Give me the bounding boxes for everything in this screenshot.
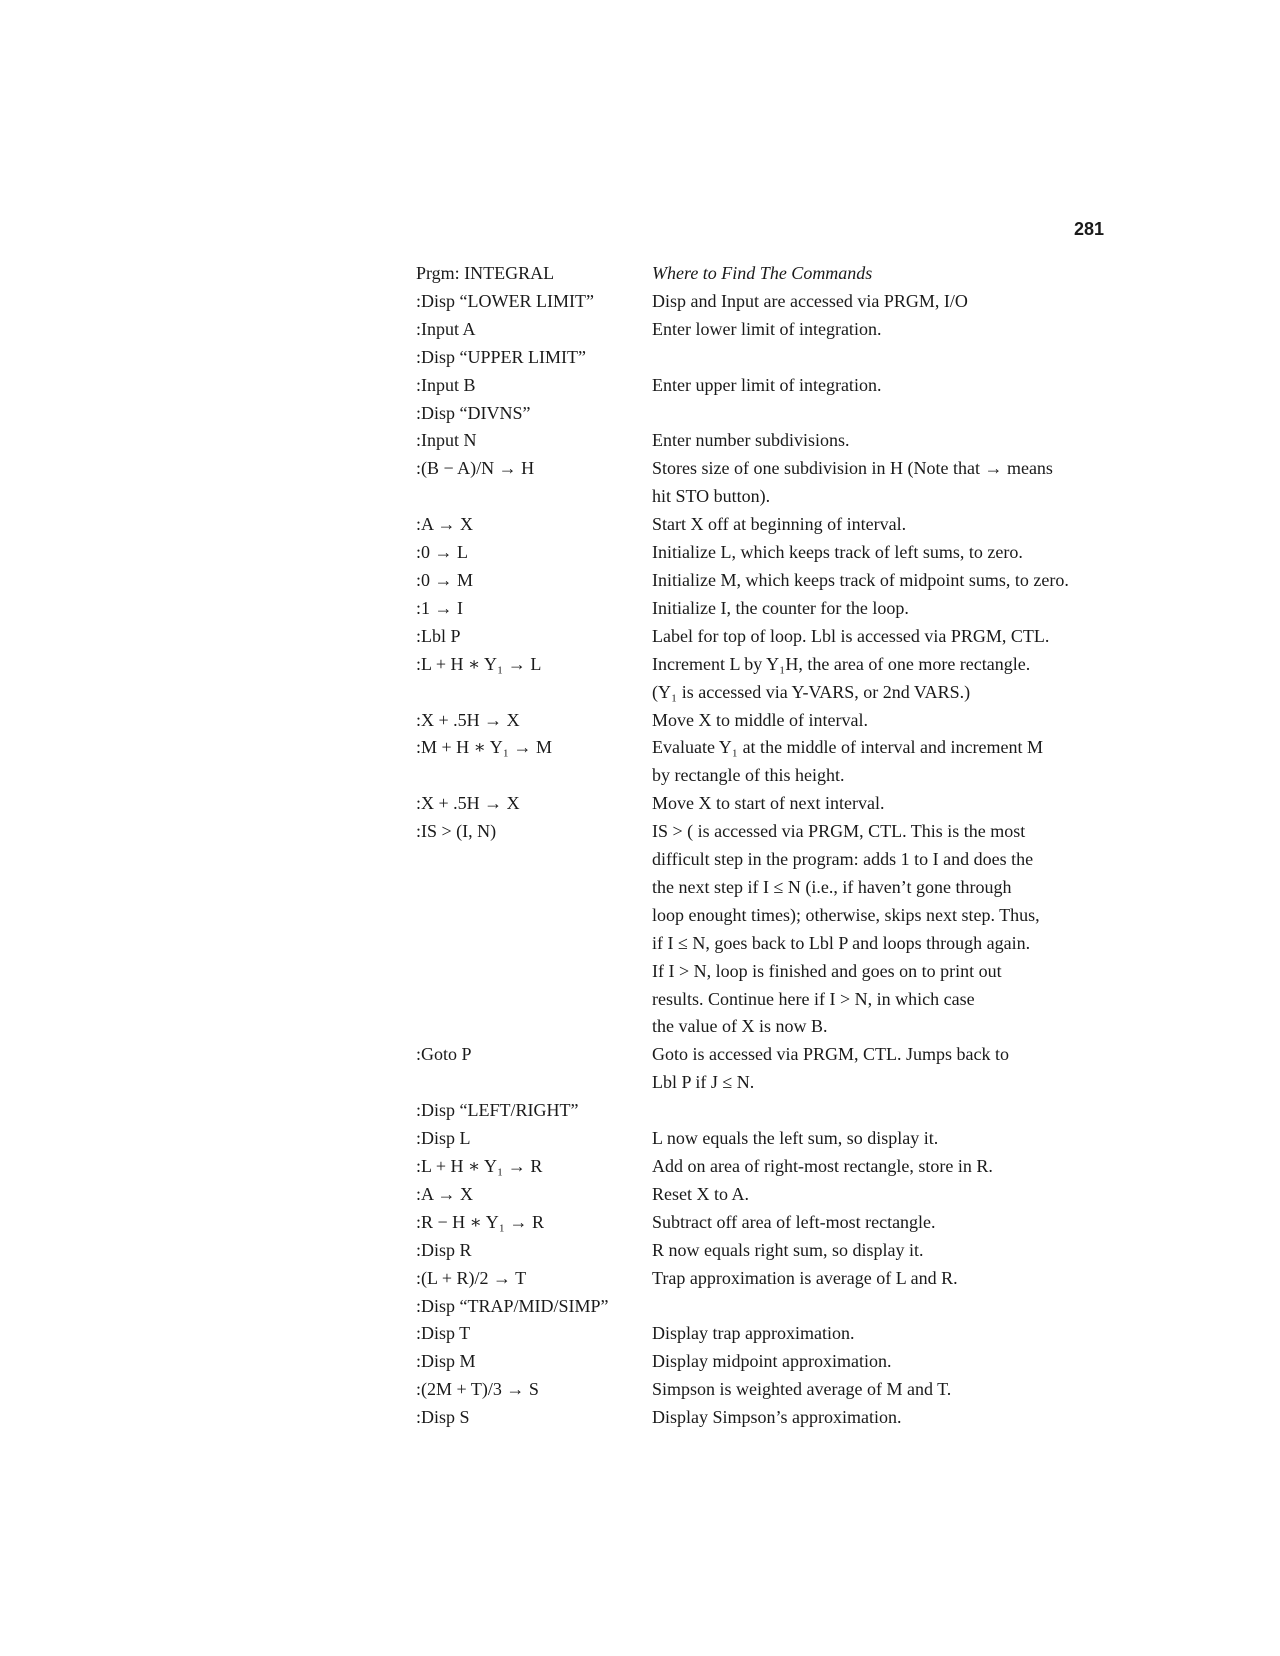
program-command: :Disp “TRAP/MID/SIMP”	[416, 1295, 609, 1316]
command-description: Enter upper limit of integration.	[652, 374, 882, 395]
program-command: :M + H ∗ Y₁ → M	[416, 737, 553, 758]
command-description: Enter number subdivisions.	[652, 430, 850, 451]
page-number: 281	[1073, 219, 1104, 239]
program-row	[416, 1265, 1116, 1293]
command-description: Move X to middle of interval.	[652, 709, 868, 730]
program-command: :Goto P	[416, 1044, 472, 1065]
program-command: :Disp M	[416, 1351, 476, 1372]
program-row	[416, 930, 1116, 958]
command-description	[652, 1293, 1116, 1321]
program-row	[416, 679, 1116, 707]
program-row	[416, 1181, 1116, 1209]
program-command: :(L + R)/2 → T	[416, 1267, 527, 1288]
program-command: :Disp R	[416, 1239, 472, 1260]
command-description: IS > ( is accessed via PRGM, CTL. This is the most	[652, 821, 1026, 842]
command-description: Stores size of one subdivision in H (Note that → means	[652, 458, 1053, 479]
program-row	[416, 1097, 1116, 1125]
program-row	[416, 707, 1116, 735]
command-description: Reset X to A.	[652, 1183, 749, 1204]
program-row	[416, 958, 1116, 986]
command-description: hit STO button).	[652, 486, 771, 507]
program-row	[416, 1404, 1116, 1432]
command-description: Increment L by Y₁H, the area of one more rectangle.	[652, 653, 1031, 674]
program-command: :A → X	[416, 1183, 474, 1204]
program-row	[416, 1320, 1116, 1348]
program-command: :IS > (I, N)	[416, 821, 497, 842]
program-row	[416, 1125, 1116, 1153]
program-command: :Input N	[416, 430, 477, 451]
program-command: :L + H ∗ Y₁ → L	[416, 653, 542, 674]
command-description: Label for top of loop. Lbl is accessed via PRGM, CTL.	[652, 625, 1050, 646]
command-description: Start X off at beginning of interval.	[652, 514, 907, 535]
program-command: :0 → M	[416, 569, 474, 590]
program-command	[416, 846, 652, 874]
program-table	[416, 260, 1116, 1432]
program-row	[416, 874, 1116, 902]
command-description: Display trap approximation.	[652, 1323, 855, 1344]
program-command: :X + .5H → X	[416, 793, 520, 814]
program-row	[416, 623, 1116, 651]
program-command: Prgm: INTEGRAL	[416, 263, 555, 283]
program-command: :A → X	[416, 514, 474, 535]
program-row	[416, 427, 1116, 455]
description-heading: Where to Find The Commands	[652, 263, 873, 283]
command-description: by rectangle of this height.	[652, 765, 845, 786]
command-description: loop enought times); otherwise, skips next step. Thus,	[652, 904, 1040, 925]
command-description: Simpson is weighted average of M and T.	[652, 1379, 952, 1400]
program-command: :Input B	[416, 374, 476, 395]
program-row	[416, 651, 1116, 679]
program-row	[416, 455, 1116, 483]
program-command	[416, 762, 652, 790]
command-description: Trap approximation is average of L and R.	[652, 1267, 958, 1288]
command-description: Goto is accessed via PRGM, CTL. Jumps back to	[652, 1044, 1009, 1065]
program-row	[416, 511, 1116, 539]
program-row	[416, 1293, 1116, 1321]
program-row	[416, 288, 1116, 316]
command-description: Disp and Input are accessed via PRGM, I/O	[652, 290, 968, 311]
command-description: if I ≤ N, goes back to Lbl P and loops through again.	[652, 932, 1031, 953]
program-command	[416, 986, 652, 1014]
program-command	[416, 679, 652, 707]
command-description: Initialize L, which keeps track of left sums, to zero.	[652, 542, 1023, 563]
program-row	[416, 539, 1116, 567]
program-row	[416, 762, 1116, 790]
program-row	[416, 1376, 1116, 1404]
program-row	[416, 734, 1116, 762]
command-description: Move X to start of next interval.	[652, 793, 885, 814]
program-command	[416, 874, 652, 902]
command-description: R now equals right sum, so display it.	[652, 1239, 924, 1260]
command-description: L now equals the left sum, so display it.	[652, 1128, 939, 1149]
program-command: :Disp S	[416, 1407, 470, 1428]
command-description: If I > N, loop is finished and goes on to print out	[652, 960, 1002, 981]
command-description: the value of X is now B.	[652, 1016, 828, 1037]
command-description: Evaluate Y₁ at the middle of interval and increment M	[652, 737, 1043, 758]
program-row	[416, 316, 1116, 344]
program-command: :L + H ∗ Y₁ → R	[416, 1156, 543, 1176]
program-row	[416, 483, 1116, 511]
program-command: :(2M + T)/3 → S	[416, 1379, 539, 1400]
program-row	[416, 1348, 1116, 1376]
program-row	[416, 372, 1116, 400]
command-description	[652, 400, 1116, 428]
program-command	[416, 902, 652, 930]
program-command: :R − H ∗ Y₁ → R	[416, 1211, 545, 1232]
program-command	[416, 1013, 652, 1041]
program-row	[416, 902, 1116, 930]
program-row	[416, 846, 1116, 874]
program-command: :Input A	[416, 318, 476, 339]
command-description: Subtract off area of left-most rectangle.	[652, 1211, 936, 1232]
program-row	[416, 1069, 1116, 1097]
program-row	[416, 1209, 1116, 1237]
command-description: Display Simpson’s approximation.	[652, 1407, 902, 1428]
command-description: (Y₁ is accessed via Y-VARS, or 2nd VARS.)	[652, 681, 971, 702]
program-command: :Disp “LEFT/RIGHT”	[416, 1100, 579, 1121]
command-description: Display midpoint approximation.	[652, 1351, 892, 1372]
command-description: the next step if I ≤ N (i.e., if haven’t gone through	[652, 876, 1012, 897]
program-command: :Lbl P	[416, 625, 461, 646]
program-command	[416, 1069, 652, 1097]
program-row	[416, 260, 1116, 288]
program-row	[416, 595, 1116, 623]
program-command: :Disp L	[416, 1128, 471, 1149]
program-row	[416, 818, 1116, 846]
command-description: Initialize I, the counter for the loop.	[652, 597, 909, 618]
program-row	[416, 1153, 1116, 1181]
command-description: Initialize M, which keeps track of midpoint sums, to zero.	[652, 569, 1069, 590]
program-row	[416, 1041, 1116, 1069]
program-row	[416, 1013, 1116, 1041]
command-description: Lbl P if J ≤ N.	[652, 1072, 755, 1093]
program-row	[416, 1237, 1116, 1265]
command-description: results. Continue here if I > N, in which case	[652, 988, 975, 1009]
program-command: :(B − A)/N → H	[416, 458, 535, 479]
command-description: Enter lower limit of integration.	[652, 318, 882, 339]
command-description	[652, 1097, 1116, 1125]
command-description: difficult step in the program: adds 1 to I and does the	[652, 849, 1034, 870]
program-command: :Disp “LOWER LIMIT”	[416, 290, 594, 311]
program-command: :0 → L	[416, 542, 468, 563]
program-row	[416, 344, 1116, 372]
program-command: :Disp T	[416, 1323, 471, 1344]
program-command: :Disp “UPPER LIMIT”	[416, 346, 586, 367]
program-command: :X + .5H → X	[416, 709, 520, 730]
program-row	[416, 986, 1116, 1014]
program-command	[416, 930, 652, 958]
program-command	[416, 958, 652, 986]
command-description	[652, 344, 1116, 372]
program-row	[416, 790, 1116, 818]
program-command: :1 → I	[416, 597, 463, 618]
program-command	[416, 483, 652, 511]
program-command: :Disp “DIVNS”	[416, 402, 531, 423]
program-row	[416, 400, 1116, 428]
program-row	[416, 567, 1116, 595]
command-description: Add on area of right-most rectangle, store in R.	[652, 1156, 993, 1176]
